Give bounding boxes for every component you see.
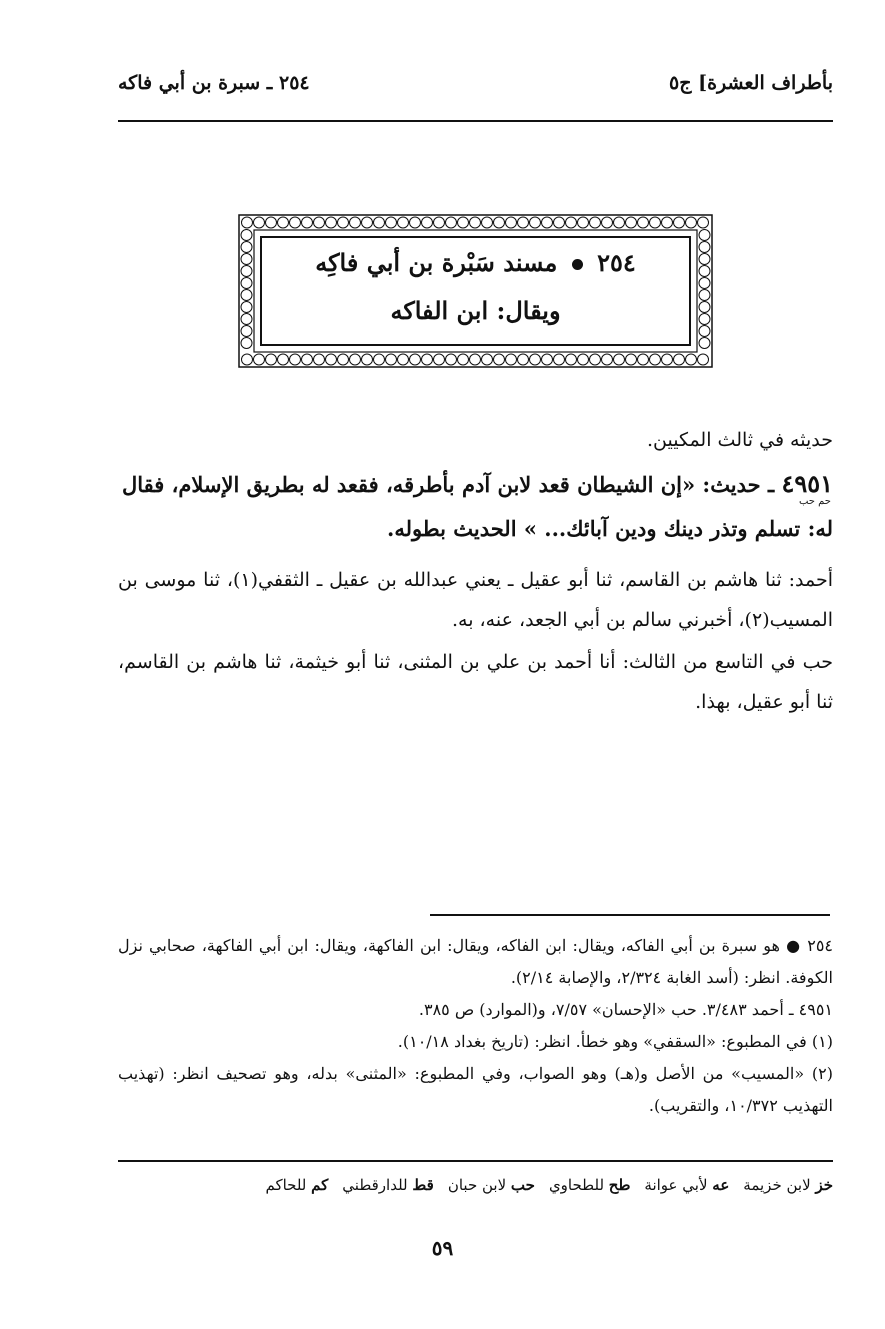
abbr-item: كم للحاكم [265, 1176, 329, 1194]
abbr-item: خز لابن خزيمة [743, 1176, 833, 1194]
header-right-text: بأطراف العشرة] ج٥ [669, 72, 833, 94]
box-subtitle: ويقال: ابن الفاكه [390, 296, 561, 325]
footnote: ٢٥٤ ● هو سبرة بن أبي الفاكه، ويقال: ابن الفاكه، ويقال: ابن الفاكهة، ويقال: ابن أبي الفاكهة، صحابي نزل الكوفة. انظر: (أسد الغابة ٢/٣٢٤، والإصابة ٢/١٤). [118, 936, 833, 987]
header-left-text: ٢٥٤ ـ سبرة بن أبي فاكه [118, 72, 310, 94]
hadith-number: ٤٩٥١ [781, 469, 833, 498]
hadith-text: ـ حديث: «إن الشيطان قعد لابن آدم بأطرقه، فقعد له بطريق الإسلام، فقال له: تسلم وتذر دينك ودين آبائك... » الحديث بطوله. [121, 472, 833, 541]
box-title-text: مسند سَبْرة بن أبي فاكِه [315, 248, 558, 277]
footnote-rule [430, 914, 830, 916]
bullet-icon [572, 259, 583, 270]
hadith-entry [118, 462, 833, 551]
box-title [238, 248, 713, 277]
isnad-ahmad: أحمد: ثنا هاشم بن القاسم، ثنا أبو عقيل ـ يعني عبدالله بن عقيل ـ الثقفي(١)، ثنا موسى بن المسيب(٢)، أخبرني سالم بن أبي الجعد، عنه، به. [118, 569, 833, 631]
header-rule [118, 120, 833, 122]
footnote: (٢) «المسيب» من الأصل و(هـ) وهو الصواب، وفي المطبوع: «المثنى» بدله، وهو تصحيف انظر: (تهذيب التهذيب ١٠/٣٧٢، والتقريب). [118, 1064, 833, 1115]
abbr-item: عه لأبي عوانة [644, 1176, 730, 1194]
page-number: ٥٩ [431, 1236, 454, 1260]
running-header [118, 68, 833, 108]
ornamental-title-box [238, 214, 713, 368]
abbr-item: قط للدارقطني [342, 1176, 434, 1194]
footnotes [118, 930, 833, 1122]
box-number: ٢٥٤ [597, 248, 636, 277]
abbreviation-key [118, 1176, 833, 1194]
footnote: ٤٩٥١ ـ أحمد ٣/٤٨٣. حب «الإحسان» ٧/٥٧، و(الموارد) ص ٣٨٥. [418, 1000, 833, 1019]
isnad-ibn-hibban: حب في التاسع من الثالث: أنا أحمد بن علي بن المثنى، ثنا أبو خيثمة، ثنا هاشم بن القاسم، ثنا أبو عقيل، بهذا. [118, 651, 833, 713]
intro-line: حديثه في ثالث المكيين. [646, 429, 833, 451]
abbr-item: حب لابن حبان [447, 1176, 535, 1194]
footnote: (١) في المطبوع: «السقفي» وهو خطأ. انظر: (تاريخ بغداد ١٠/١٨). [397, 1032, 833, 1051]
hadith-symbols: حم حب [798, 496, 831, 507]
abbreviation-rule [118, 1160, 833, 1162]
abbr-item: طح للطحاوي [548, 1176, 631, 1194]
